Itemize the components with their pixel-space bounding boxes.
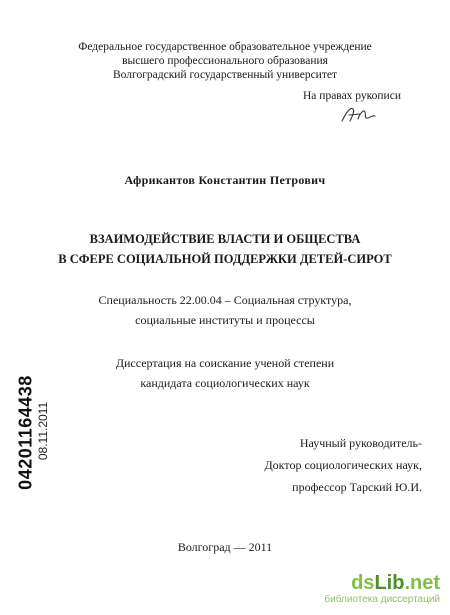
watermark-brand [290, 573, 440, 593]
organization-block [0, 40, 450, 82]
watermark-brand-part1: ds [351, 572, 375, 594]
watermark-brand-part2: Lib [374, 572, 405, 594]
handwritten-signature [338, 103, 378, 125]
library-stamp [4, 360, 48, 510]
city-year: Волгоград — 2011 [177, 540, 273, 554]
stamp-code: 04201164438 [15, 375, 36, 490]
dissertation-title [0, 229, 450, 269]
manuscript-rights-note: На правах рукописи [303, 90, 401, 102]
title-line-2: В СФЕРЕ СОЦИАЛЬНОЙ ПОДДЕРЖКИ ДЕТЕЙ-СИРОТ [58, 252, 392, 266]
org-line-3: Волгоградский государственный университет [113, 69, 337, 81]
specialty-block [0, 290, 450, 330]
org-line-1: Федеральное государственное образовательное учреждение [78, 41, 372, 53]
degree-line-2: кандидата социологических наук [140, 376, 310, 390]
author-name: Африкантов Константин Петрович [124, 173, 326, 187]
advisor-line-1: Научный руководитель- [299, 436, 422, 450]
watermark-subtitle: библиотека диссертаций [324, 594, 440, 605]
advisor-line-3: профессор Тарский Ю.И. [292, 480, 422, 494]
degree-line-1: Диссертация на соискание ученой степени [115, 356, 335, 370]
degree-block [0, 353, 450, 393]
title-line-1: ВЗАИМОДЕЙСТВИЕ ВЛАСТИ И ОБЩЕСТВА [89, 232, 361, 246]
advisor-block [232, 432, 422, 498]
stamp-date: 08.11.2011 [36, 401, 50, 461]
specialty-line-1: Специальность 22.00.04 – Социальная структура, [98, 293, 352, 307]
advisor-line-2: Доктор социологических наук, [264, 458, 422, 472]
watermark-logo [290, 573, 440, 609]
watermark-brand-part3: .net [404, 572, 440, 594]
specialty-line-2: социальные институты и процессы [135, 313, 315, 327]
org-line-2: высшего профессионального образования [122, 55, 328, 67]
